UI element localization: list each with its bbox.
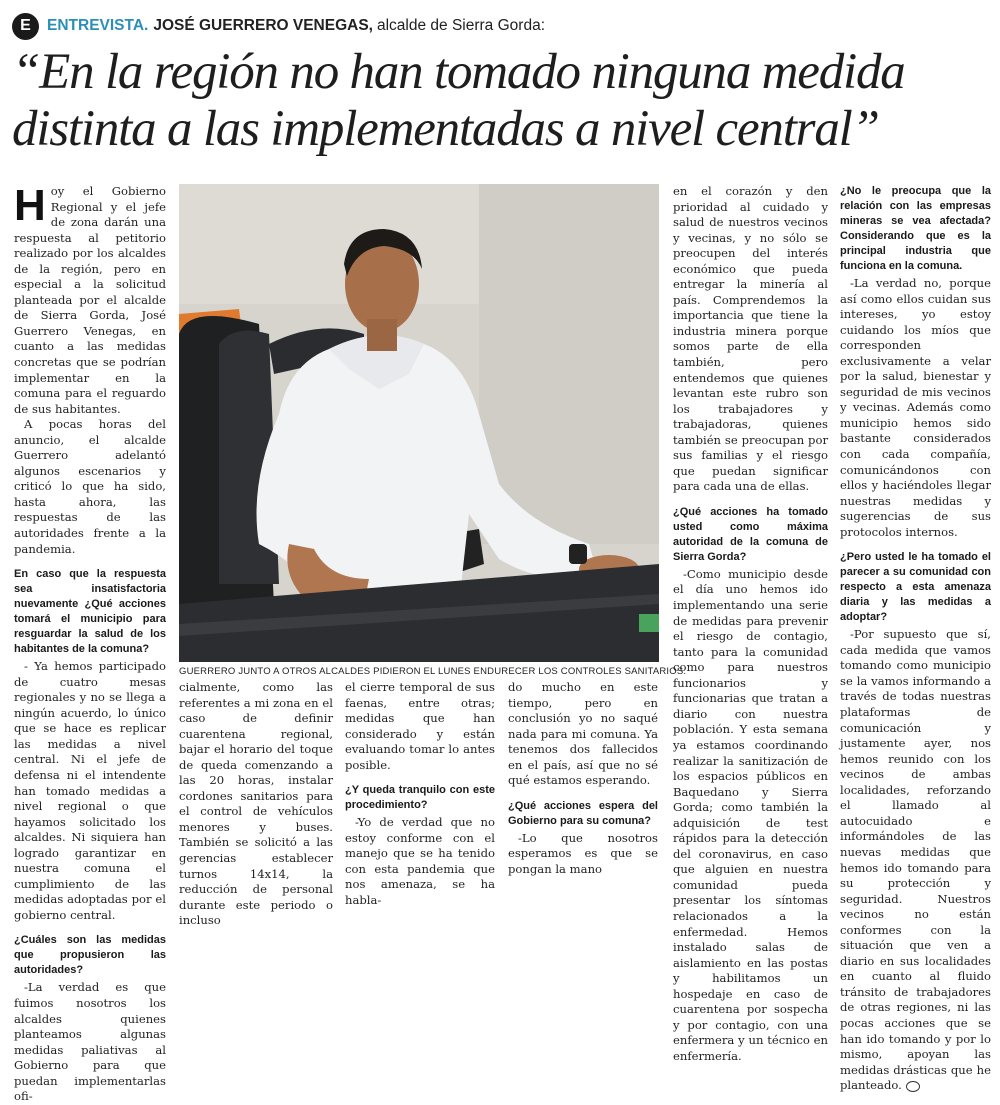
headline-line-1: “En la región no han tomado ninguna medida (12, 44, 905, 100)
kicker (12, 12, 545, 40)
interviewee-role: alcalde de Sierra Gorda: (376, 17, 545, 34)
interview-photo (179, 184, 659, 662)
headline (12, 44, 992, 158)
article-column-1 (14, 181, 166, 1105)
end-mark-icon (906, 1081, 920, 1092)
answer-6: -La verdad no, porque así como ellos cuidan sus intereses, yo estoy cuidando los míos que corresponden exclusivamente a velar por la salud, bienestar y seguridad de mis vecinos y vecinas. Además como municipio hemos sido bastante considerados con cada compañía, comunicándonos con ellos y haciéndoles llegar nuestras medidas y sugerencias de sus protocolos internos. (840, 276, 991, 539)
answer-4-end: en el corazón y den prioridad al cuidado y salud de nuestros vecinos y vecinas, y no sólo se preocupen del interés económico que pueda entregar la minería al país. Comprendemos la importancia que tiene la industria minera porque somos parte de ella también, pero entendemos que quienes levantan este rubro son los trabajadores y trabajadoras, quienes también se preocupan por sus familias y el riesgo que puedan significar para cada una de ellas. (673, 184, 828, 494)
answer-3-start: -Yo de verdad que no estoy conforme con el manejo que se ha tenido con esta pandemia que nos amenaza, se ha habla- (345, 815, 495, 908)
question-1: En caso que la respuesta sea insatisfactoria nuevamente ¿Qué acciones tomará el municipio para resguardar la salud de los habitantes de la comuna? (14, 568, 166, 656)
answer-2-end: el cierre temporal de sus faenas, entre otras; medidas que han considerado y están evaluando tomar lo antes posible. (345, 680, 495, 772)
question-7: ¿Pero usted le ha tomado el parecer a su comunidad con respecto a esta amenaza diaria y las medidas a adoptar? (840, 551, 991, 624)
question-2: ¿Cuáles son las medidas que propusieron las autoridades? (14, 934, 166, 977)
intro-paragraph-2: A pocas horas del anuncio, el alcalde Guerrero adelantó algunos escenarios y criticó lo que ha sido, hasta ahora, las respuestas de las autoridades frente a la pandemia. (14, 417, 166, 556)
article-column-3 (345, 680, 495, 909)
article-column-2 (179, 680, 333, 929)
headline-line-2: distinta a las implementadas a nivel central” (12, 101, 879, 157)
answer-3-end: do mucho en este tiempo, pero en conclusión yo no saqué nada para mi comuna. Ya tenemos dos fallecidos en el país, así que no sé qué estamos esperando. (508, 680, 658, 788)
question-6: ¿No le preocupa que la relación con las empresas mineras se vea afectada? Considerando que es la principal industria que funciona en la comuna. (840, 185, 991, 272)
answer-5: -Como municipio desde el día uno hemos ido implementando una serie de medidas para prevenir el riesgo de contagio, tanto para la comunidad como para nuestros funcionarios y funcionarias que tratan a diario con nuestra población. Y esta semana ya estamos coordinando realizar la sanitización de los espacios públicos en Baquedano y Sierra Gorda; como también la adquisición de test rápidos para la detección del coronavirus, en caso que alguien en nuestra comunidad pueda presentar los síntomas relacionados a la enfermedad. Hemos instalado salas de aislamiento en las postas y habilitamos un hospedaje en caso de cuarentena por sospecha y por contagio, con una enfermera y un técnico en enfermería. (673, 566, 828, 1063)
answer-7: -Por supuesto que sí, cada medida que vamos tomando como municipio se la vamos informando a través de todas nuestras plataformas de comunicación y justamente ayer, nos hemos reunido con los vecinos de ambas localidades, reforzando el llamado al autocuidado e informándoles de las nuevas medidas que hemos ido tomando para su protección y seguridad. Nuestros vecinos no están conformes con la situación que ven a diario en sus localidades en cuanto al fluido tránsito de trabajadores de otras regiones, ni las pocas acciones que se han ido tomando y por lo mismo, apoyan las medidas drásticas que he planteado. (840, 627, 991, 1093)
section-badge: E (12, 13, 39, 40)
article-column-5 (673, 184, 828, 1064)
drop-cap: H (14, 181, 46, 230)
answer-2-start: -La verdad es que fuimos nosotros los alcaldes quienes planteamos algunas medidas paliativas al Gobierno para que puedan implementarlas ofi- (14, 980, 166, 1104)
interviewee-name: JOSÉ GUERRERO VENEGAS, (153, 17, 373, 34)
question-4: ¿Qué acciones espera del Gobierno para su comuna? (508, 799, 658, 827)
article-column-4 (508, 680, 658, 877)
intro-paragraph-1: Hoy el Gobierno Regional y el jefe de zona darán una respuesta al petitorio realizado por los alcaldes de la región, pero en especial a la solicitud planteada por el alcalde de Sierra Gorda, José Guerrero Venegas, en cuanto a las medidas concretas que se podrían implementar en la comuna para el reguardo de sus habitantes. (14, 181, 166, 416)
answer-4-start: -Lo que nosotros esperamos es que se pongan la mano (508, 830, 658, 876)
question-3: ¿Y queda tranquilo con este procedimiento? (345, 784, 495, 812)
photo-caption: GUERRERO JUNTO A OTROS ALCALDES PIDIERON EL LUNES ENDURECER LOS CONTROLES SANITARIOS. (179, 666, 687, 677)
section-label: ENTREVISTA. (47, 17, 149, 34)
answer-1: - Ya hemos participado de cuatro mesas regionales y no se llega a ningún acuerdo, lo único que se hace es replicar las medidas a nivel central. Ni el jefe de defensa ni el intendente han tomado medidas a nivel regional o que hayamos solicitado los alcaldes. Ni siquiera han logrado garantizar en nuestra comuna el cumplimiento de las medidas adoptadas por el gobierno central. (14, 659, 166, 922)
article-column-6 (840, 184, 991, 1094)
portrait-illustration (179, 184, 659, 662)
answer-2-continued: cialmente, como las referentes a mi zona en el caso de definir cuarentena regional, bajar el horario del toque de queda comenzando a las 20 horas, instalar cordones sanitarios para el control de vehículos menores y buses. También se solicitó a las gerencias establecer turnos 14x14, la reducción de personal durante este periodo o incluso (179, 680, 333, 928)
question-5: ¿Qué acciones ha tomado usted como máxima autoridad de la comuna de Sierra Gorda? (673, 505, 828, 563)
